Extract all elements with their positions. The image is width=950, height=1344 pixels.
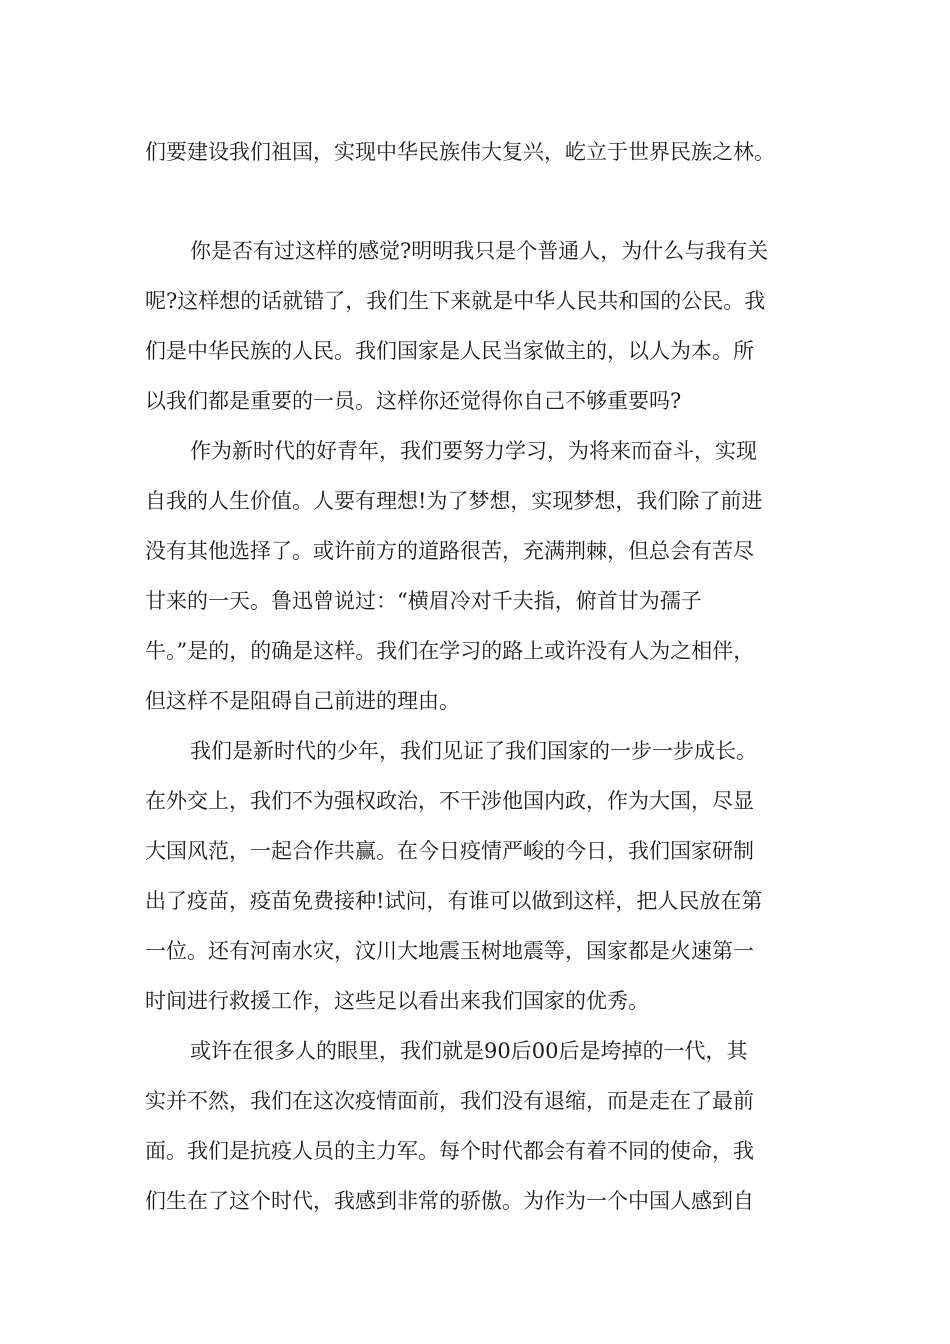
text-line: 时间进行救援工作，这些足以看出来我们国家的优秀。 — [145, 989, 649, 1013]
paragraph-first-line: 你是否有过这样的感觉?明明我只是个普通人，为什么与我有关 — [190, 239, 769, 263]
text-line: 们是中华民族的人民。我们国家是人民当家做主的，以人为本。所 — [145, 339, 754, 363]
text-line: 们生在了这个时代，我感到非常的骄傲。为作为一个中国人感到自 — [145, 1189, 754, 1213]
text-line: 们要建设我们祖国，实现中华民族伟大复兴，屹立于世界民族之林。 — [145, 140, 775, 164]
text-line: 牛。”是的，的确是这样。我们在学习的路上或许没有人为之相伴， — [145, 639, 755, 663]
text-line: 自我的人生价值。人要有理想!为了梦想，实现梦想，我们除了前进 — [145, 489, 763, 513]
paragraph-first-line: 我们是新时代的少年，我们见证了我们国家的一步一步成长。 — [190, 739, 757, 763]
text-line: 没有其他选择了。或许前方的道路很苦，充满荆棘，但总会有苦尽 — [145, 539, 754, 563]
paragraph-first-line: 或许在很多人的眼里，我们就是90后00后是垮掉的一代，其 — [190, 1039, 748, 1063]
text-line: 甘来的一天。鲁迅曾说过：“横眉冷对千夫指，俯首甘为孺子 — [145, 589, 702, 613]
text-line: 大国风范，一起合作共赢。在今日疫情严峻的今日，我们国家研制 — [145, 839, 754, 863]
text-line: 出了疫苗，疫苗免费接种!试问，有谁可以做到这样，把人民放在第 — [145, 889, 763, 913]
text-line: 以我们都是重要的一员。这样你还觉得你自己不够重要吗? — [145, 389, 682, 413]
text-line: 一位。还有河南水灾，汶川大地震玉树地震等，国家都是火速第一 — [145, 939, 754, 963]
text-line: 在外交上，我们不为强权政治，不干涉他国内政，作为大国，尽显 — [145, 789, 754, 813]
text-line: 但这样不是阻碍自己前进的理由。 — [145, 689, 460, 713]
text-line: 实并不然，我们在这次疫情面前，我们没有退缩，而是走在了最前 — [145, 1089, 754, 1113]
paragraph-first-line: 作为新时代的好青年，我们要努力学习，为将来而奋斗，实现 — [190, 439, 757, 463]
text-line: 面。我们是抗疫人员的主力军。每个时代都会有着不同的使命，我 — [145, 1139, 754, 1163]
text-line: 呢?这样想的话就错了，我们生下来就是中华人民共和国的公民。我 — [145, 289, 766, 313]
